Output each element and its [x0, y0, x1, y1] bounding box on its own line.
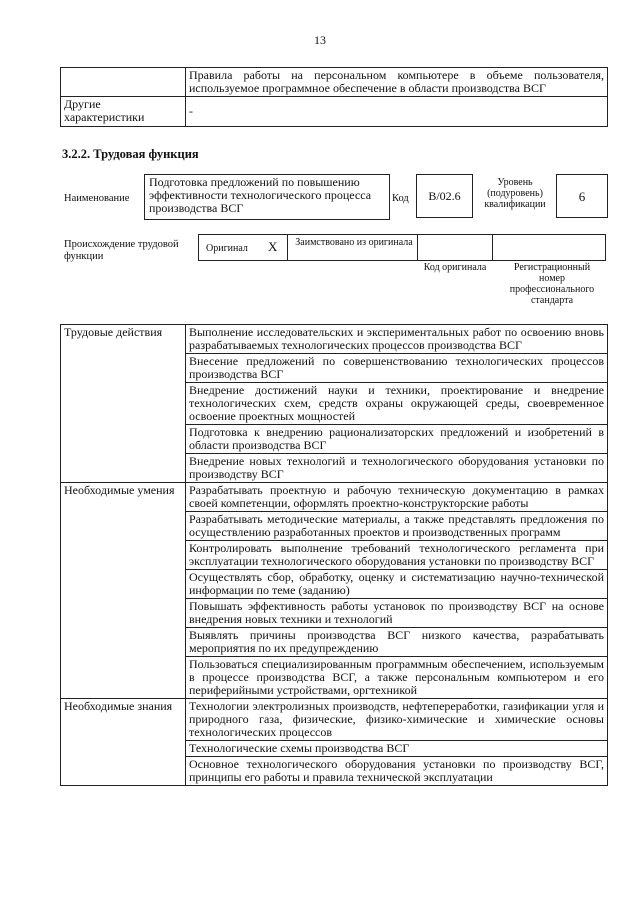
section-item: Подготовка к внедрению рационализаторских предложений и изобретений в области производства ВСГ — [186, 425, 608, 454]
section-label: Трудовые действия — [61, 325, 186, 483]
code-label: Код — [392, 193, 409, 204]
function-details-table — [60, 324, 608, 786]
table-row — [61, 483, 608, 512]
section-title: 3.2.2. Трудовая функция — [62, 147, 199, 161]
table-row — [61, 325, 608, 354]
table-row — [61, 68, 608, 97]
section-label: Необходимые умения — [61, 483, 186, 699]
section-item: Внесение предложений по совершенствованию технологических процессов производства ВСГ — [186, 354, 608, 383]
divider — [492, 235, 493, 260]
divider — [287, 235, 288, 260]
top-characteristics-table — [60, 67, 608, 127]
section-item: Контролировать выполнение требований технологического регламента при эксплуатации технологического оборудования установки по производству ВСГ — [186, 541, 608, 570]
section-label: Необходимые знания — [61, 699, 186, 786]
name-label: Наименование — [64, 193, 130, 204]
section-item: Внедрение достижений науки и техники, проектирование и внедрение технологических схем, средств охраны окружающей среды, своевременное освоение проектных мощностей — [186, 383, 608, 425]
row-value: - — [186, 97, 608, 127]
section-item: Повышать эффективность работы установок по производству ВСГ на основе внедрения новых техники и технологий — [186, 599, 608, 628]
section-item: Технологии электролизных производств, нефтепереработки, газификации угля и природного газа, физические, физико-химические и химические основы технологических процессов — [186, 699, 608, 741]
section-item: Основное технологического оборудования установки по производству ВСГ, принципы его работы и правила технической эксплуатации — [186, 757, 608, 786]
function-code-box: B/02.6 — [416, 174, 473, 218]
function-name-box: Подготовка предложений по повышению эффективности технологического процесса производства ВСГ — [144, 174, 390, 220]
table-row — [61, 699, 608, 741]
section-item: Разрабатывать проектную и рабочую техническую документацию в рамках своей компетенции, оформлять проектно-конструкторские работы — [186, 483, 608, 512]
code-original-label: Код оригинала — [423, 262, 487, 273]
section-item: Разрабатывать методические материалы, а также представлять предложения по осуществлению разработанных проектов и производственных программ — [186, 512, 608, 541]
table-row — [61, 97, 608, 127]
section-item: Пользоваться специализированным программным обеспечением, используемым в процессе производства ВСГ, а также персональным компьютером и его периферийными устройствами, оргтехникой — [186, 657, 608, 699]
section-item: Технологические схемы производства ВСГ — [186, 741, 608, 757]
section-item: Выполнение исследовательских и экспериментальных работ по освоению вновь разрабатываемых технологических процессов производства ВСГ — [186, 325, 608, 354]
function-level-box: 6 — [556, 174, 608, 218]
section-item: Осуществлять сбор, обработку, оценку и систематизацию научно-технической информации по теме (заданию) — [186, 570, 608, 599]
row-value: Правила работы на персональном компьютере в объеме пользователя, используемое программное обеспечение в области производства ВСГ — [186, 68, 608, 97]
section-item: Внедрение новых технологий и технологического оборудования установки по производству ВСГ — [186, 454, 608, 483]
row-label — [61, 68, 186, 97]
reg-number-label: Регистрационный номер профессионального стандарта — [509, 262, 595, 306]
original-label: Оригинал — [206, 243, 248, 254]
page-number: 13 — [314, 33, 326, 47]
divider — [417, 235, 418, 260]
origin-label: Происхождение трудовой функции — [64, 239, 179, 262]
origin-table — [198, 234, 606, 261]
original-mark: X — [268, 239, 278, 254]
level-label: Уровень (подуровень) квалификации — [484, 177, 546, 210]
row-label: Другие характеристики — [61, 97, 186, 127]
section-item: Выявлять причины производства ВСГ низкого качества, разрабатывать мероприятия по их предупреждению — [186, 628, 608, 657]
borrowed-label: Заимствовано из оригинала — [295, 237, 413, 248]
